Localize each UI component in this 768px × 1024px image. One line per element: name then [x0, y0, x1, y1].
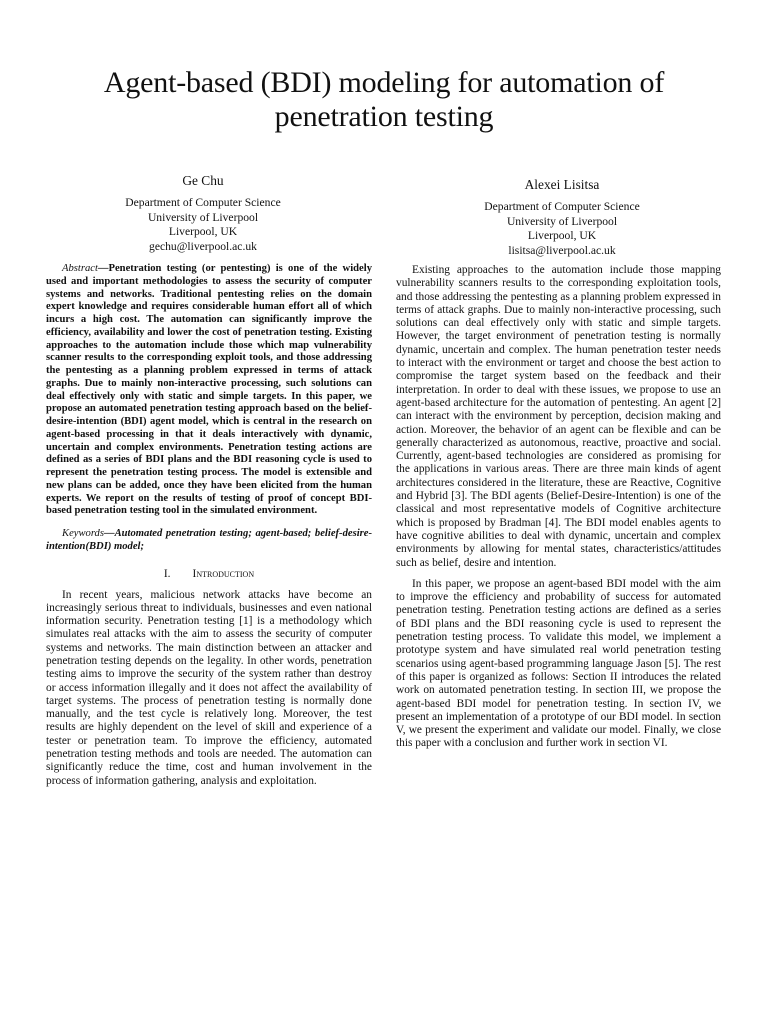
section-number: I.	[163, 567, 171, 580]
keywords	[46, 528, 372, 554]
author-university: University of Liverpool	[506, 214, 618, 228]
author-block-2	[437, 177, 687, 258]
left-column	[46, 263, 372, 788]
intro-paragraph-3: In this paper, we propose an agent-based BDI model with the aim to improve the efficiency and probability of success for automated penetration testing. Penetration testing actions are defined as a series of BDI plans and the BDI reasoning cycle is used to represent the penetration testing process. To validate this model, we implement a prototype system and have simulated real world penetration testing scenarios using agent-based programming language Jason [5]. The rest of this paper is organized as follows: Section II introduces the related work on automated penetration testing. In section III, we propose the agent-based BDI model for penetration testing. In section IV, we present an implementation of a prototype of our BDI model. In section V, we present the experiment and validate our model. Finally, we close this paper with a conclusion and further work in section VI.	[396, 577, 721, 750]
intro-paragraph-2: Existing approaches to the automation include those mapping vulnerability scanners results to the corresponding exploitation tools, and those addressing the pentesting as a planning problem expressed in terms of attack graphs. Due to mainly non-interactive processing, such solutions can deal effectively only with static and simple targets. However, the target environment of penetration testing is normally dynamic, uncertain and complex. The human penetration tester needs to interact with the environment or target and choose the best action to compromise the target system based on the feedback and their interpretation. In order to deal with these issues, we propose to use an agent-based architecture for the automation of pentesting. An agent [2] can interact with the environment by perception, decision making and action. Moreover, the behavior of an agent can be flexible and can be generally characterized as autonomous, reactive, proactive and social. Currently, agent-based technologies are considered as promising for the applications in various areas. There are three main kinds of agent architectures considered in the literature, these are Reactive, Cognitive and Hybrid [3]. The BDI agents (Belief-Desire-Intention) is one of the classical and most representative models of Cognitive architecture which is proposed by Bradman [4]. The BDI model enables agents to have cognitive abilities to deal with dynamic, uncertain and complex environments by allowing for mental states, characteristics/attitudes such as belief, desire and intention.	[396, 264, 721, 569]
author-email: lisitsa@liverpool.ac.uk	[508, 243, 616, 257]
keywords-text: Automated penetration testing; agent-based; belief-desire-intention(BDI) model;	[46, 528, 372, 552]
abstract	[46, 263, 372, 518]
author-department: Department of Computer Science	[484, 200, 640, 213]
author-department: Department of Computer Science	[125, 196, 281, 209]
keywords-dash: —	[103, 528, 115, 539]
abstract-label: Abstract	[62, 263, 98, 274]
author-name: Ge Chu	[182, 173, 224, 188]
author-location: Liverpool, UK	[168, 225, 238, 239]
author-location: Liverpool, UK	[527, 229, 597, 243]
author-university: University of Liverpool	[147, 210, 259, 224]
section-title: Introduction	[192, 567, 255, 580]
author-email: gechu@liverpool.ac.uk	[149, 239, 257, 253]
paper-title: Agent-based (BDI) modeling for automation of penetration testing	[103, 66, 665, 133]
right-column	[396, 264, 721, 751]
intro-paragraph-1: In recent years, malicious network attacks have become an increasingly serious threat to individuals, businesses and even national information security. Penetration testing [1] is a methodology which simulates real attacks with the aim to assess the security of computer systems and networks. The main distinction between an attacker and penetration testing depends on the legality. In other words, penetration testing aims to improve the security of the system rather than destroy or access information illegally and it does not affect the availability of target systems. The process of penetration testing is normally done manually, and the test cycle is relatively long. Moreover, the test results are highly dependent on the level of skill and experience of a tester or penetration team. To improve the efficiency, automated penetration testing methods and tools are needed. The automation can significantly reduce the time, cost and human involvement in the process of information gathering, analysis and exploitation.	[46, 588, 372, 787]
abstract-dash: —	[97, 263, 109, 274]
abstract-text: Penetration testing (or pentesting) is one of the widely used and important methodologies to assess the security of computer systems and networks. Traditional pentesting relies on the domain expert knowledge and requires considerable human effort all of which incurs a high cost. The automation can significantly improve the efficiency, availability and lower the cost of penetration testing. Existing approaches to the automation include those which map vulnerability scanner results to the corresponding exploit tools, and those addressing the pentesting as a planning problem expressed in terms of attack graphs. Due to mainly non-interactive processing, such solutions can deal effectively only with static and simple targets. In this paper, we propose an automated penetration testing approach based on the belief-desire-intention (BDI) agent model, which is central in the research on agent-based processing in that it deals interactively with dynamic, uncertain and complex environments. Penetration testing actions are defined as a series of BDI plans and the BDI reasoning cycle is used to represent the penetration testing process. The model is extensible and new plans can be added, once they have been elicited from the human experts. We report on the results of testing of proof of concept BDI-based penetration testing tool in the simulated environment.	[46, 263, 372, 517]
section-heading	[46, 568, 372, 581]
author-name: Alexei Lisitsa	[524, 177, 600, 192]
keywords-label: Keywords	[62, 528, 104, 539]
author-block-1	[88, 173, 318, 254]
